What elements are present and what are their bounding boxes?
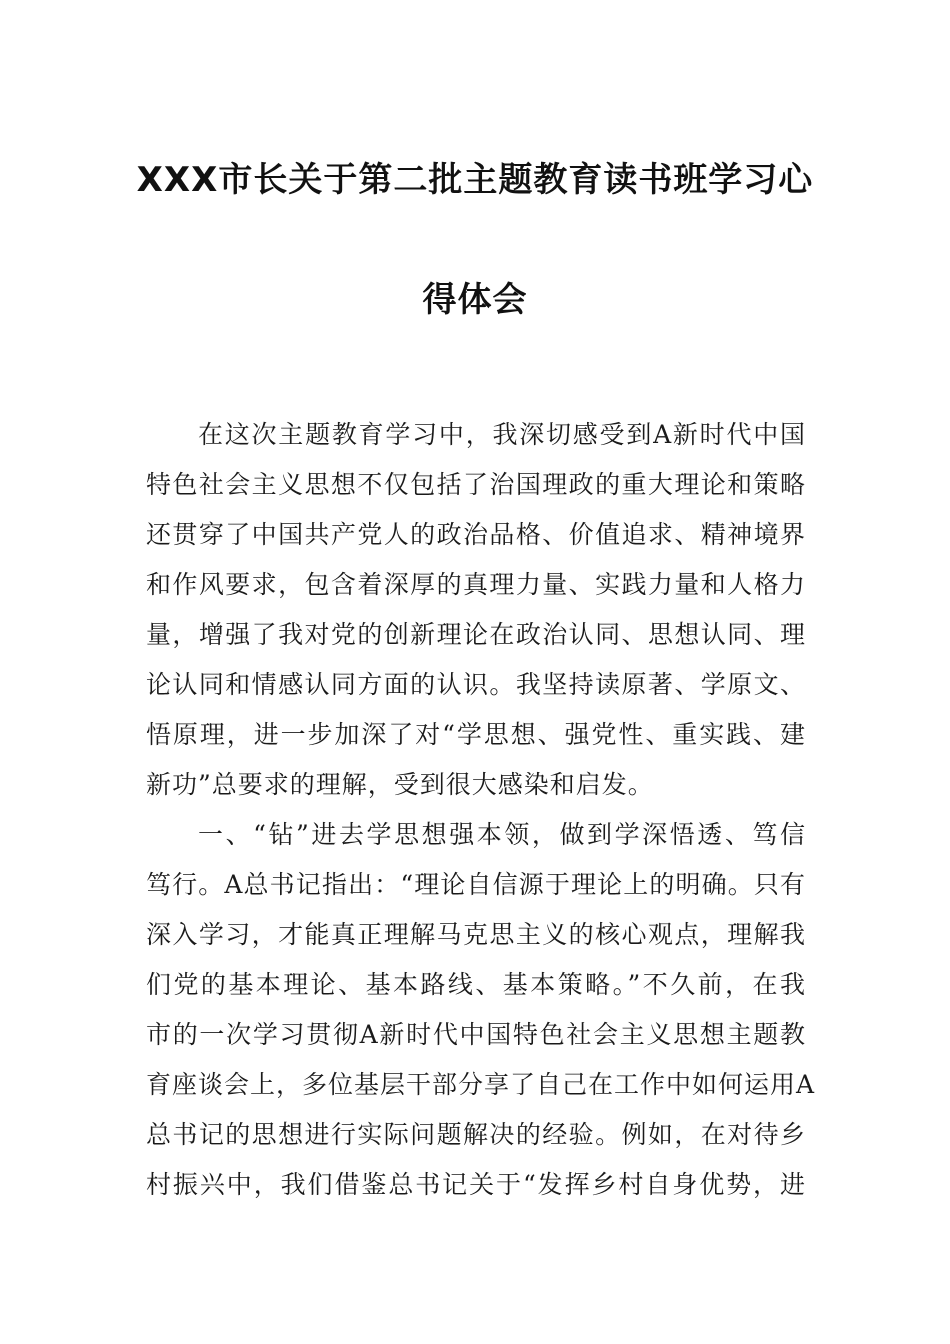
paragraph-2-line-4: 们党的基本理论、基本路线、基本策略。”不久前，在我 — [146, 970, 806, 999]
paragraph-2-line-1: 一、“钻”进去学思想强本领，做到学深悟透、笃信 — [198, 820, 806, 849]
paragraph-1-line-5: 量，增强了我对党的创新理论在政治认同、思想认同、理 — [146, 620, 806, 649]
paragraph-2-line-7: 总书记的思想进行实际问题解决的经验。例如，在对待乡 — [146, 1120, 806, 1149]
paragraph-1-line-1: 在这次主题教育学习中，我深切感受到A新时代中国 — [198, 420, 806, 449]
document-body — [146, 410, 816, 1210]
paragraph-1-line-3: 还贯穿了中国共产党人的政治品格、价值追求、精神境界 — [146, 520, 806, 549]
paragraph-2-line-3: 深入学习，才能真正理解马克思主义的核心观点，理解我 — [146, 920, 806, 949]
paragraph-1-line-4: 和作风要求，包含着深厚的真理力量、实践力量和人格力 — [146, 570, 806, 599]
paragraph-2-line-8: 村振兴中，我们借鉴总书记关于“发挥乡村自身优势，进 — [146, 1170, 806, 1199]
paragraph-1-line-7: 悟原理，进一步加深了对“学思想、强党性、重实践、建 — [146, 720, 806, 749]
paragraph-2-line-2: 笃行。A总书记指出：“理论自信源于理论上的明确。只有 — [146, 870, 806, 899]
paragraph-1-line-6: 论认同和情感认同方面的认识。我坚持读原著、学原文、 — [146, 670, 806, 699]
document-title-line-2: 得体会 — [422, 280, 528, 320]
document-title-line-1: XXX市长关于第二批主题教育读书班学习心 — [136, 160, 814, 200]
paragraph-2-line-5: 市的一次学习贯彻A新时代中国特色社会主义思想主题教 — [146, 1020, 806, 1049]
paragraph-1-line-2: 特色社会主义思想不仅包括了治国理政的重大理论和策略 — [146, 470, 806, 499]
paragraph-1-line-8: 新功”总要求的理解，受到很大感染和启发。 — [146, 770, 654, 799]
paragraph-2-line-6: 育座谈会上，多位基层干部分享了自己在工作中如何运用A — [146, 1070, 816, 1099]
